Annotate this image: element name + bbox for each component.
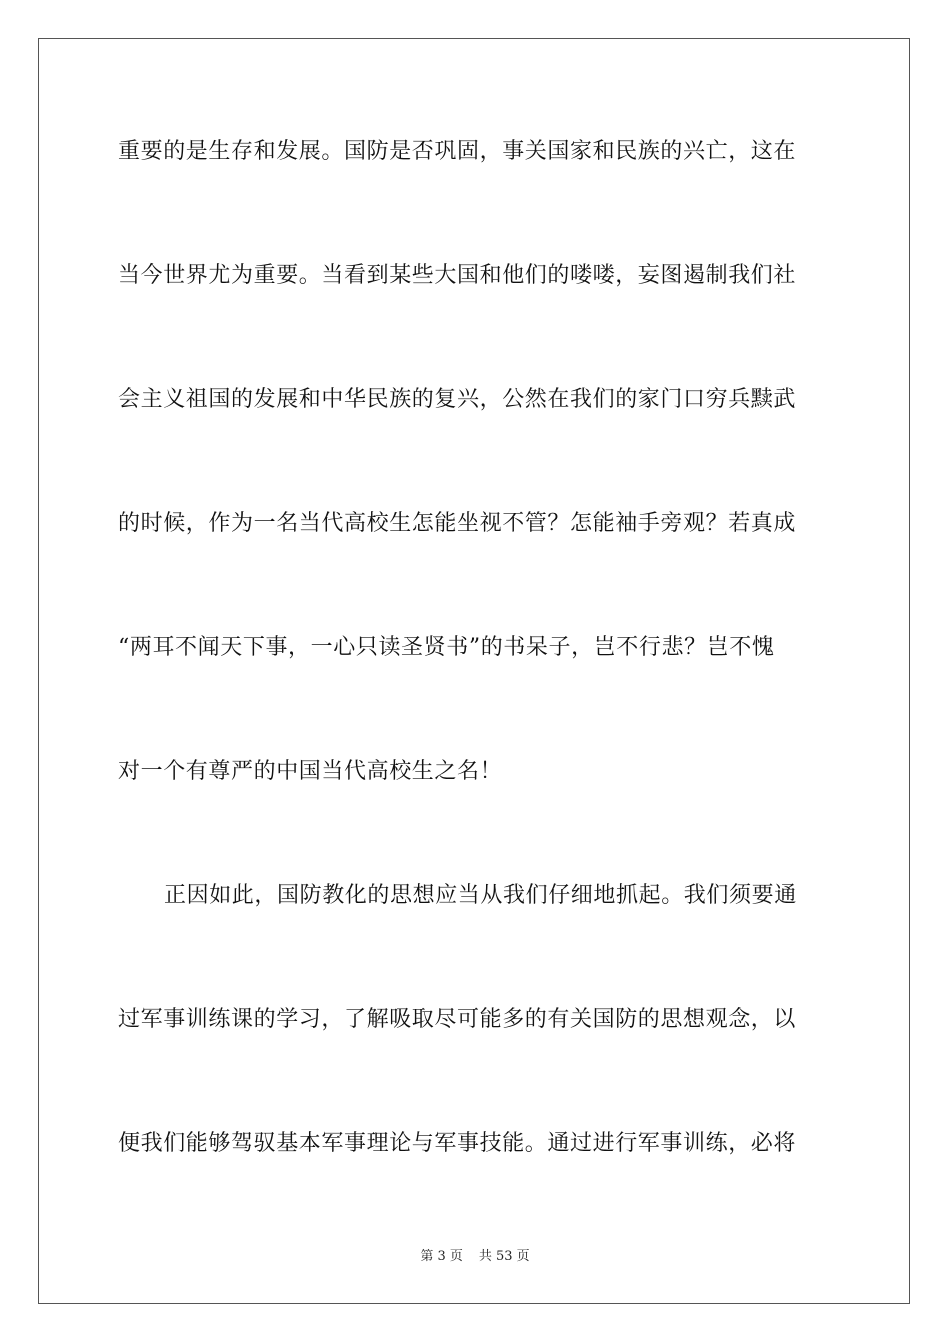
page-footer (0, 1248, 950, 1266)
text-line: 重要的是生存和发展。国防是否巩固，事关国家和民族的兴亡，这在 (118, 139, 797, 164)
paragraph-start-line: 正因如此，国防教化的思想应当从我们仔细地抓起。我们须要通 (164, 883, 797, 908)
text-line: 当今世界尤为重要。当看到某些大国和他们的喽喽，妄图遏制我们社 (118, 263, 797, 288)
text-line: 的时候，作为一名当代高校生怎能坐视不管？怎能袖手旁观？若真成 (118, 511, 797, 536)
text-line: 便我们能够驾驭基本军事理论与军事技能。通过进行军事训练，必将 (118, 1131, 797, 1156)
page-total: 共 53 页 (478, 1249, 530, 1264)
page-number: 第 3 页 (420, 1249, 463, 1264)
text-line: 对一个有尊严的中国当代高校生之名！ (118, 759, 503, 784)
text-line: 过军事训练课的学习，了解吸取尽可能多的有关国防的思想观念，以 (118, 1007, 797, 1032)
page-border (38, 38, 910, 1304)
text-line: 会主义祖国的发展和中华民族的复兴，公然在我们的家门口穷兵黩武 (118, 387, 797, 412)
text-line: “两耳不闻天下事，一心只读圣贤书”的书呆子，岂不行悲？岂不愧 (118, 635, 775, 660)
